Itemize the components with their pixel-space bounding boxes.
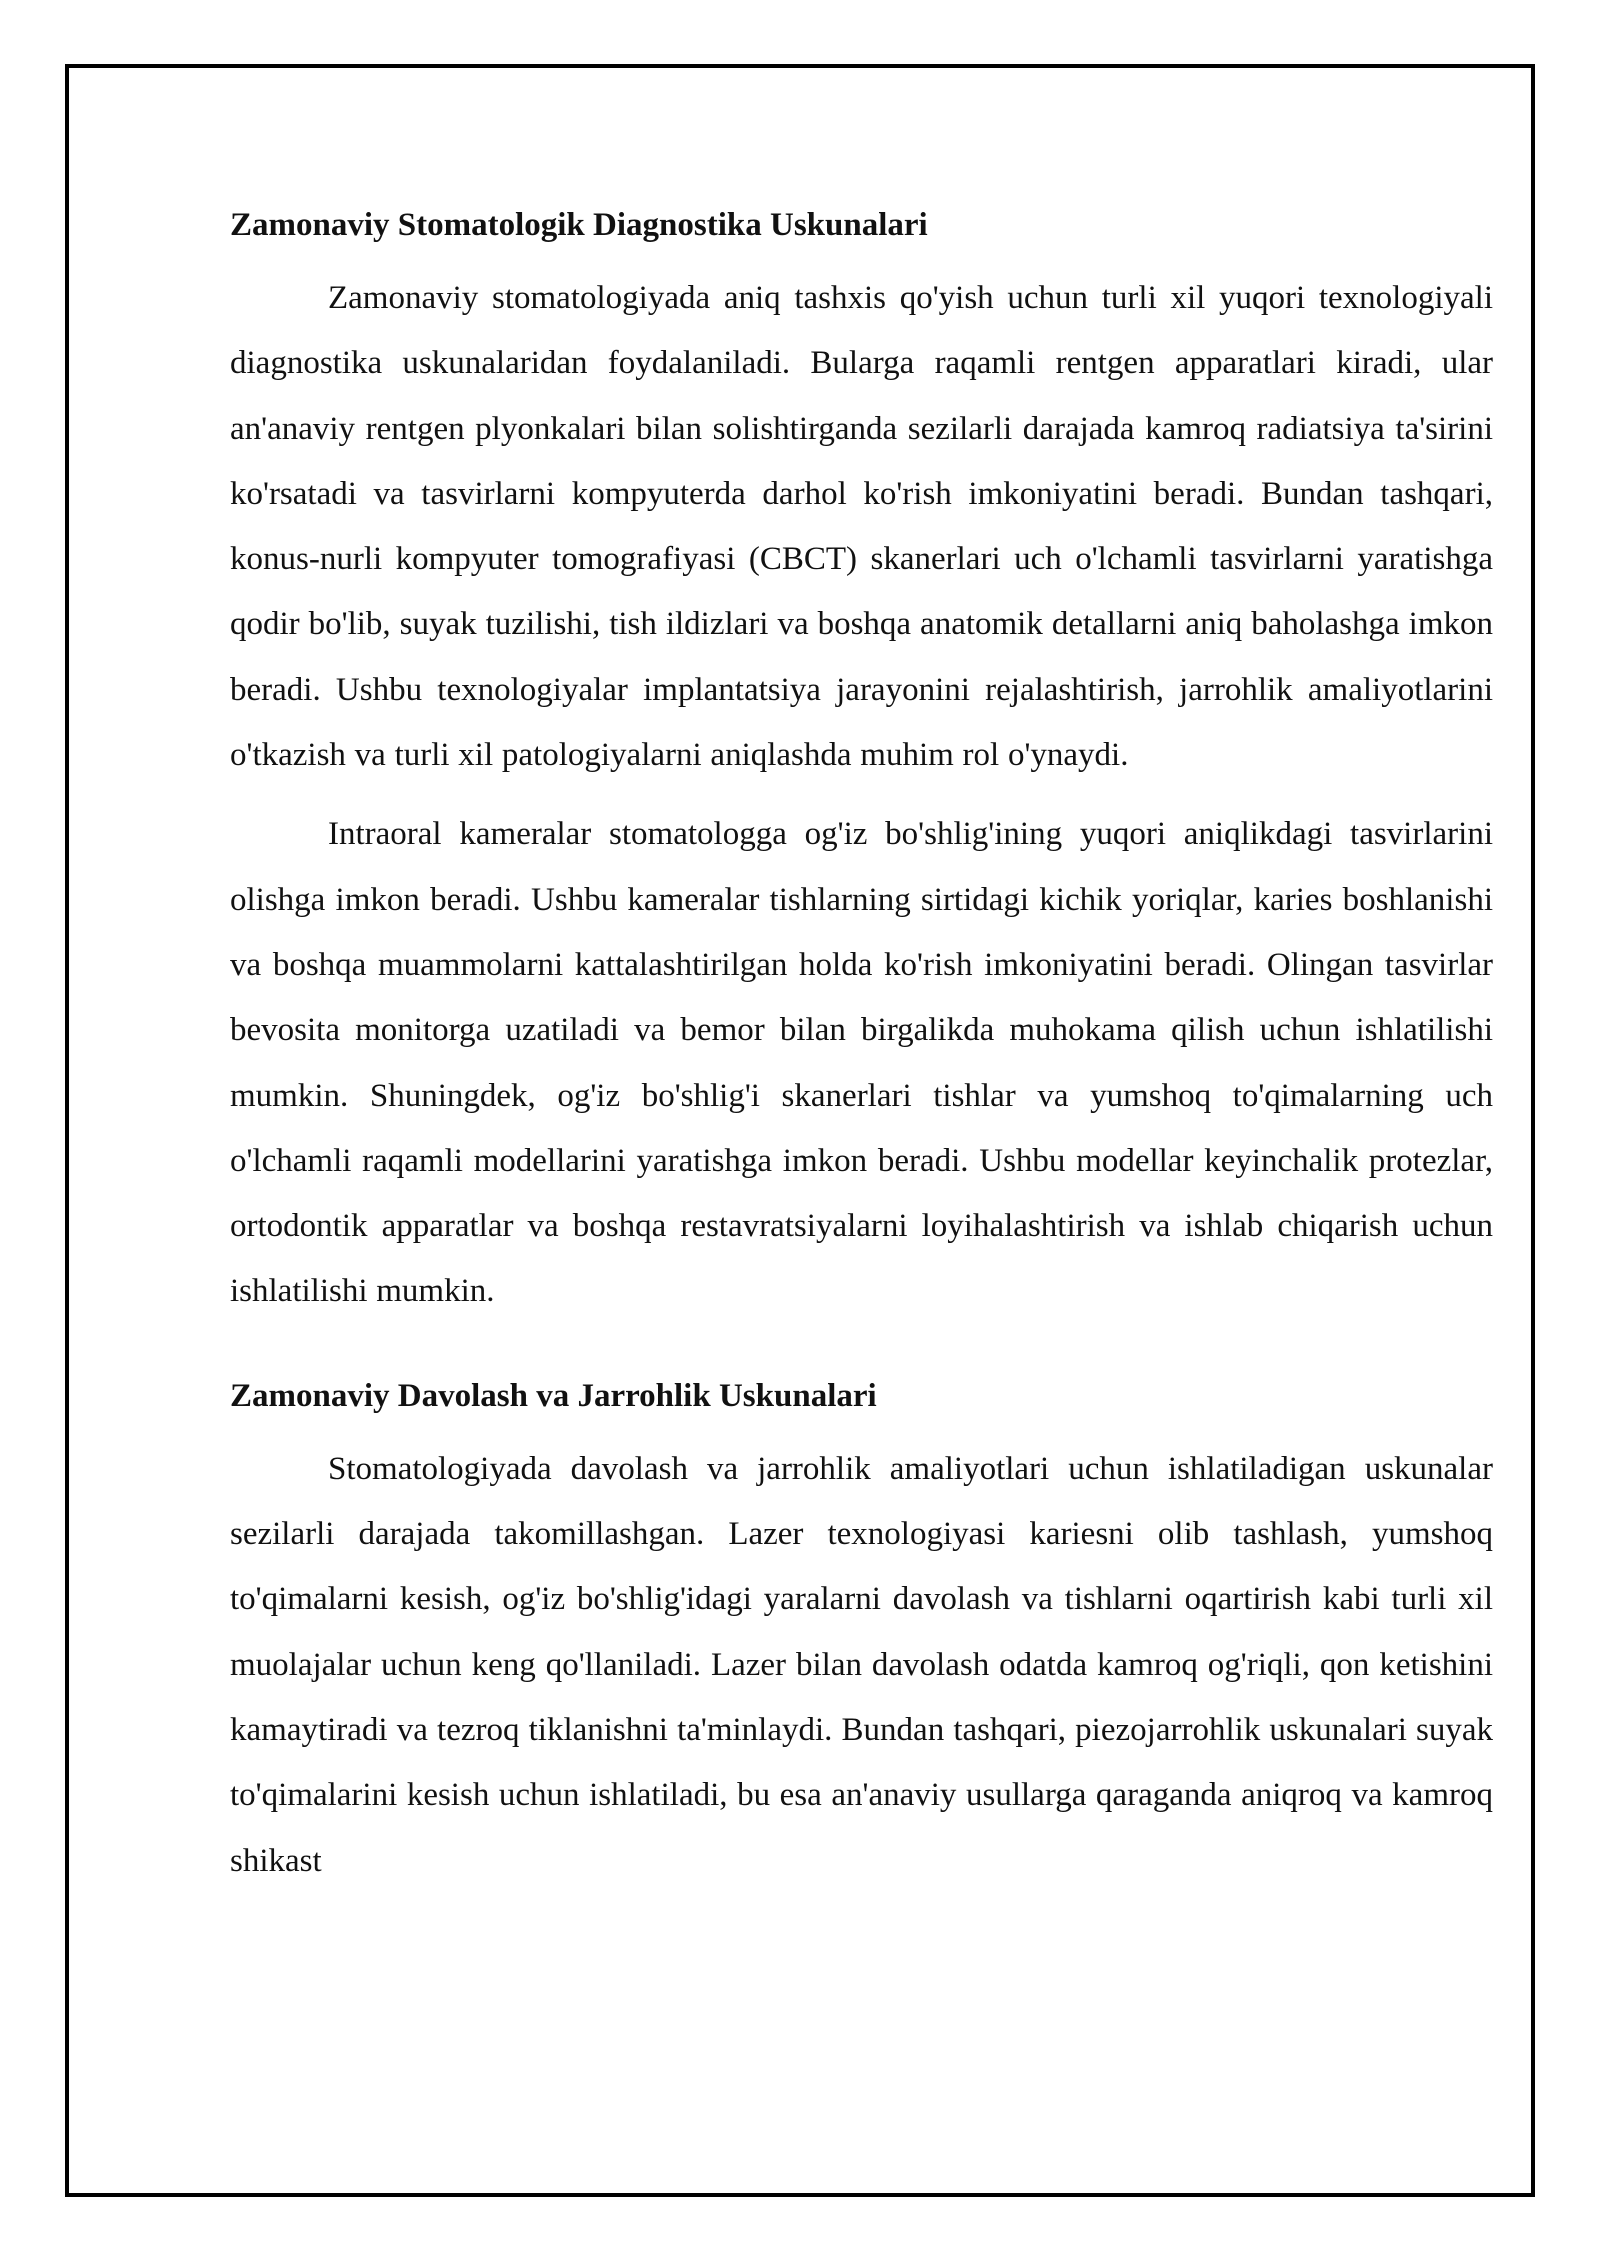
- paragraph-diagnostics-1: Zamonaviy stomatologiyada aniq tashxis qo'yish uchun turli xil yuqori texnologiyali diagnostika uskunalaridan foydalaniladi. Bularga raqamli rentgen apparatlari kiradi, ular an'anaviy rentgen plyonkalari bilan solishtirganda sezilarli darajada kamroq radiatsiya ta'sirini ko'rsatadi va tasvirlarni kompyuterda darhol ko'rish imkoniyatini beradi. Bundan tashqari, konus-nurli kompyuter tomografiyasi (CBCT) skanerlari uch o'lchamli tasvirlarni yaratishga qodir bo'lib, suyak tuzilishi, tish ildizlari va boshqa anatomik detallarni aniq baholashga imkon beradi. Ushbu texnologiyalar implantatsiya jarayonini rejalashtirish, jarrohlik amaliyotlarini o'tkazish va turli xil patologiyalarni aniqlashda muhim rol o'ynaydi.: [230, 280, 1493, 774]
- paragraph-diagnostics-2: Intraoral kameralar stomatologga og'iz bo'shlig'ining yuqori aniqlikdagi tasvirlarini olishga imkon beradi. Ushbu kameralar tishlarning sirtidagi kichik yoriqlar, karies boshlanishi va boshqa muammolarni kattalashtirilgan holda ko'rish imkoniyatini beradi. Olingan tasvirlar bevosita monitorga uzatiladi va bemor bilan birgalikda muhokama qilish uchun ishlatilishi mumkin. Shuningdek, og'iz bo'shlig'i skanerlari tishlar va yumshoq to'qimalarning uch o'lchamli raqamli modellarini yaratishga imkon beradi. Ushbu modellar keyinchalik protezlar, ortodontik apparatlar va boshqa restavratsiyalarni loyihalashtirish va ishlab chiqarish uchun ishlatilishi mumkin.: [230, 816, 1493, 1310]
- paragraph-treatment-1: Stomatologiyada davolash va jarrohlik amaliyotlari uchun ishlatiladigan uskunalar sezilarli darajada takomillashgan. Lazer texnologiyasi kariesni olib tashlash, yumshoq to'qimalarni kesish, og'iz bo'shlig'idagi yaralarni davolash va tishlarni oqartirish kabi turli xil muolajalar uchun keng qo'llaniladi. Lazer bilan davolash odatda kamroq og'riqli, qon ketishini kamaytiradi va tezroq tiklanishni ta'minlaydi. Bundan tashqari, piezojarrohlik uskunalari suyak to'qimalarini kesish uchun ishlatiladi, bu esa an'anaviy usullarga qaraganda aniqroq va kamroq shikast: [230, 1450, 1493, 1879]
- section-heading-diagnostics: Zamonaviy Stomatologik Diagnostika Uskunalari: [230, 207, 928, 243]
- document-body: [230, 198, 1493, 1908]
- section-heading-treatment: Zamonaviy Davolash va Jarrohlik Uskunalari: [230, 1377, 877, 1414]
